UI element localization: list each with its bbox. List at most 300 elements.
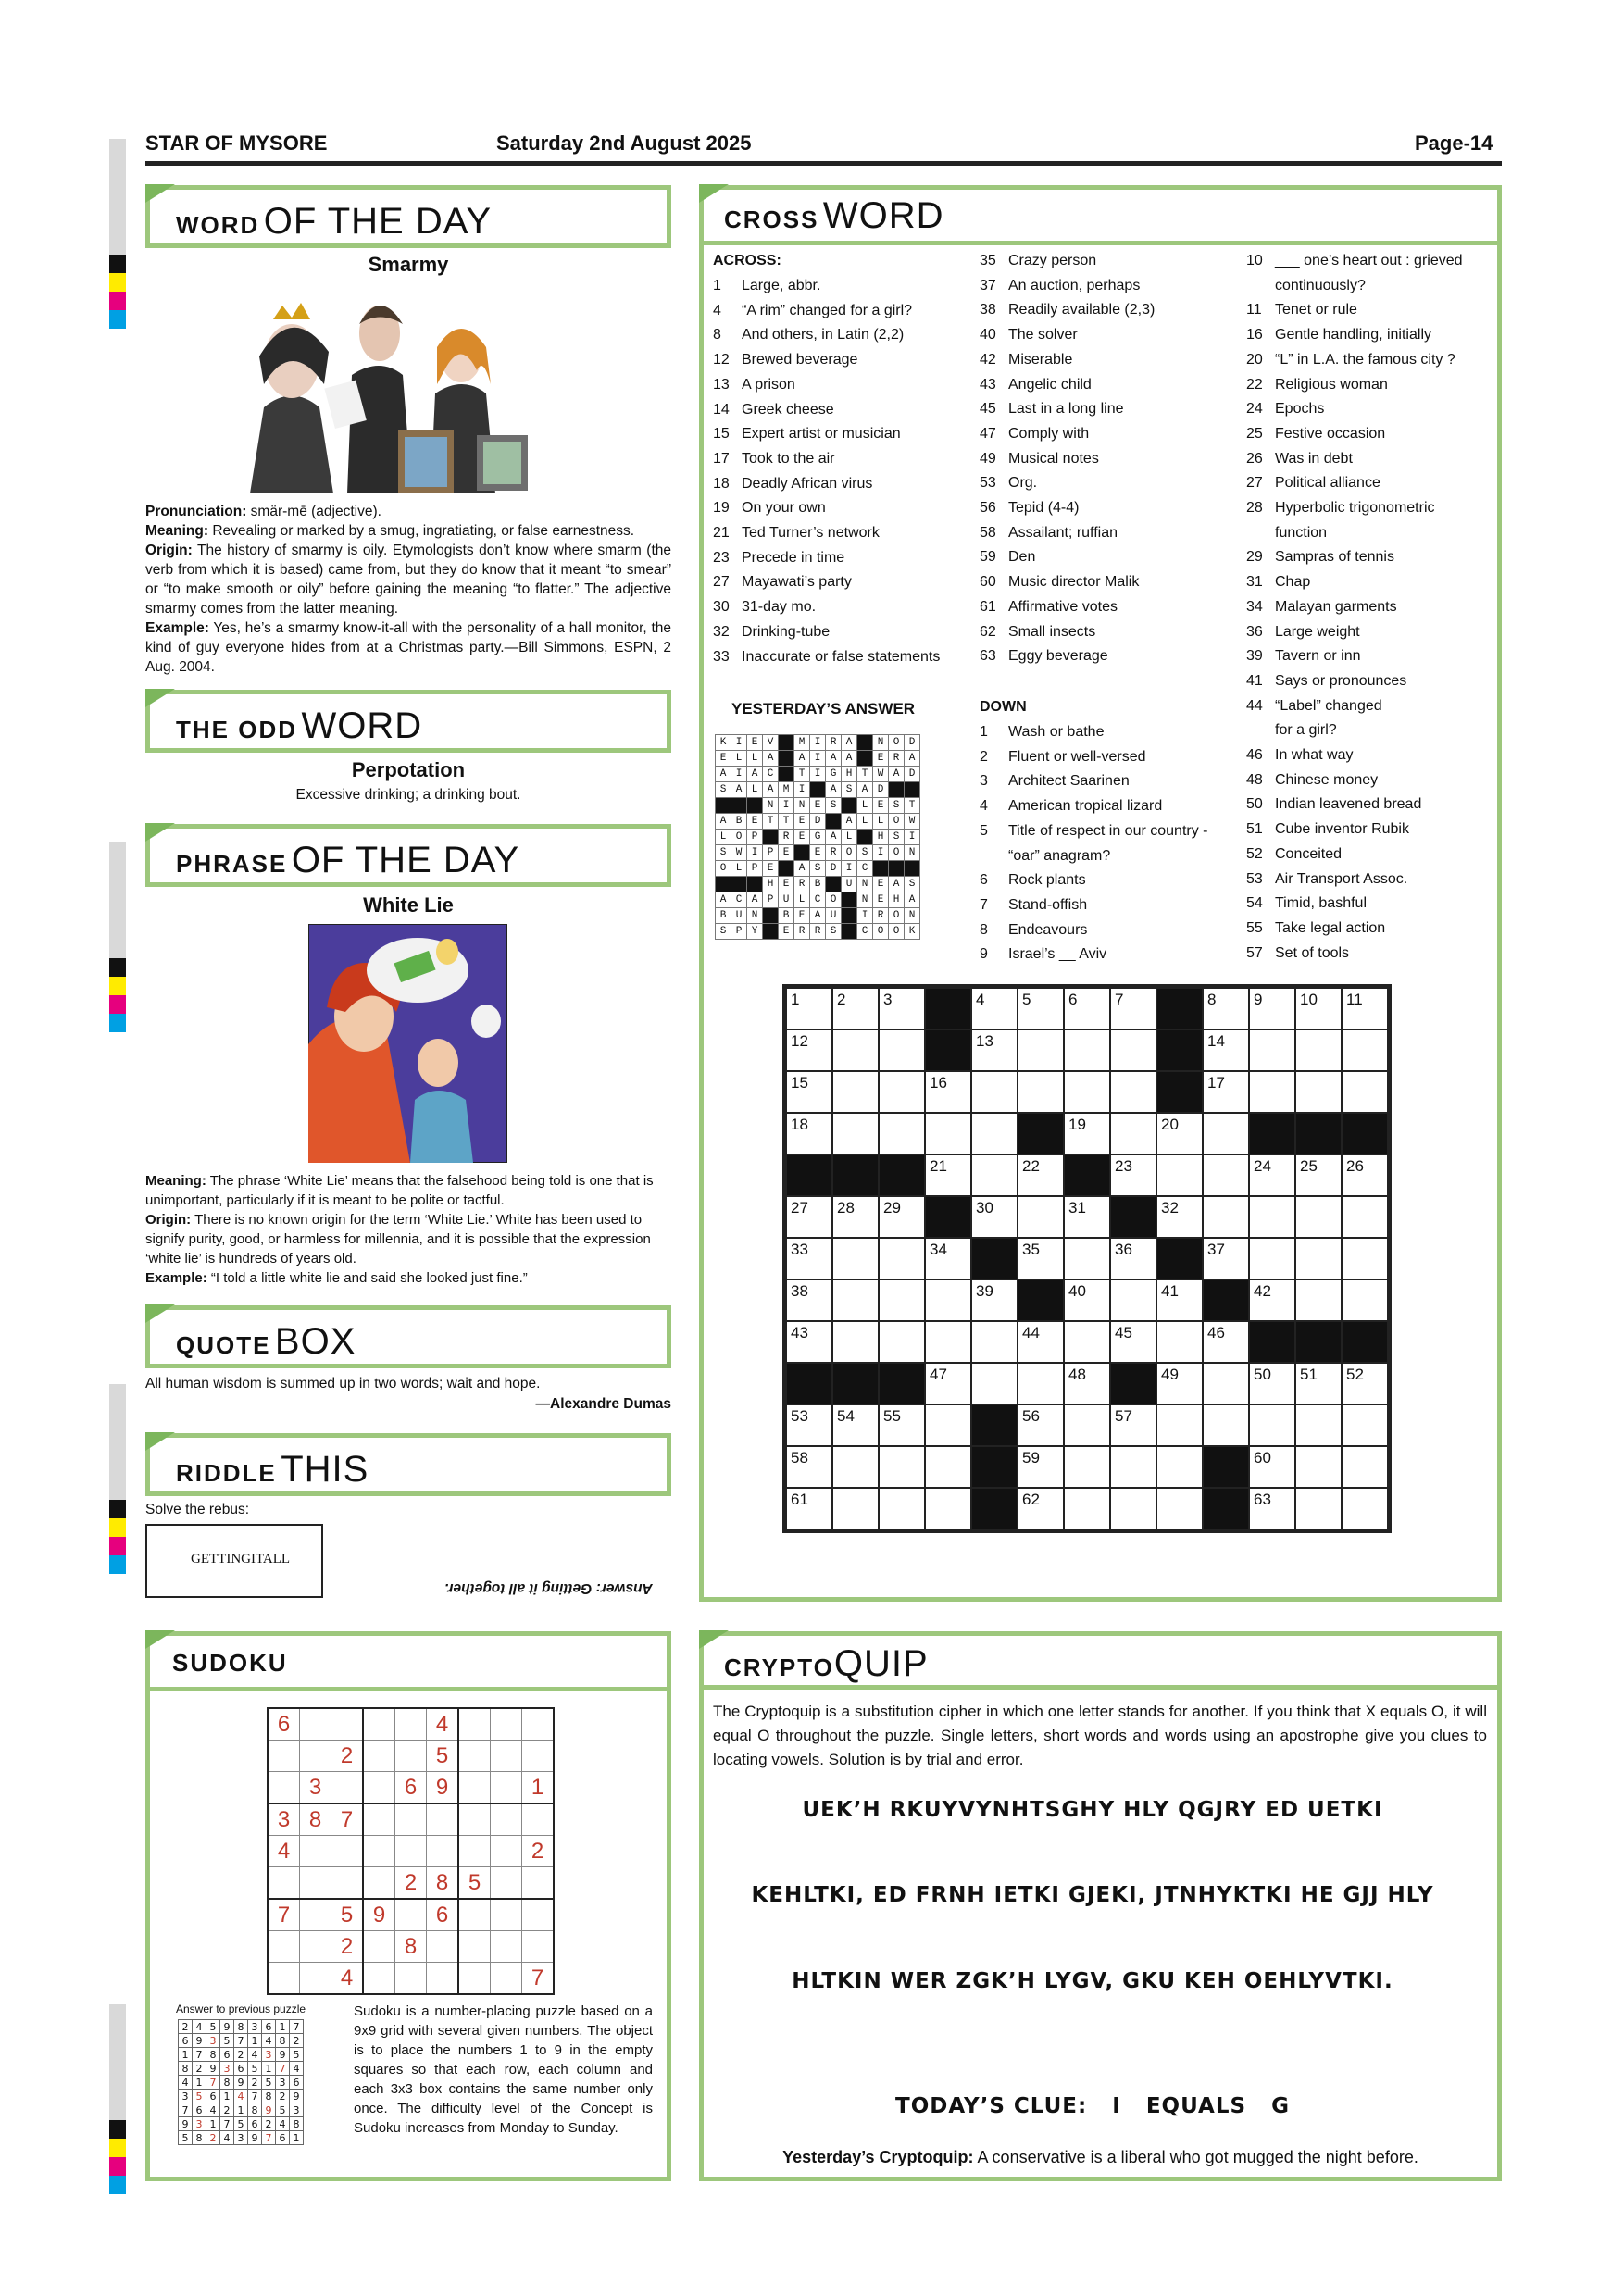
sudoku-cell[interactable]	[458, 1899, 491, 1931]
crossword-cell[interactable]: 41	[1156, 1279, 1203, 1321]
letter-cell: U	[779, 892, 794, 908]
answer-cell: 5	[234, 2117, 248, 2131]
answer-cell: 8	[248, 2103, 262, 2117]
crossword-cell[interactable]: 32	[1156, 1196, 1203, 1238]
sudoku-cell[interactable]	[522, 1803, 555, 1836]
crossword-cell[interactable]	[1342, 1279, 1388, 1321]
clue-text: Tenet or rule	[1275, 302, 1357, 318]
crossword-cell[interactable]	[1295, 1404, 1342, 1446]
black-cell	[747, 877, 763, 892]
clue-number: 4	[713, 302, 721, 318]
sudoku-cell[interactable]	[395, 1899, 427, 1931]
crossword-cell[interactable]: 55	[879, 1404, 925, 1446]
sudoku-cell[interactable]	[458, 1772, 491, 1804]
crossword-cell[interactable]	[832, 1071, 879, 1113]
crossword-cell[interactable]	[832, 1488, 879, 1529]
registration-gray-bar	[109, 139, 126, 255]
sudoku-cell[interactable]	[331, 1708, 364, 1741]
crossword-cell[interactable]	[1156, 1446, 1203, 1488]
letter-cell: S	[826, 924, 842, 940]
answer-cell: 1	[262, 2062, 276, 2076]
crossword-cell[interactable]	[832, 1113, 879, 1154]
crossword-cell[interactable]: 21	[925, 1154, 971, 1196]
crossword-cell[interactable]	[1064, 1488, 1110, 1529]
crossword-cell[interactable]: 19	[1064, 1113, 1110, 1154]
clue-number: 20	[1246, 351, 1263, 368]
label: Example:	[145, 620, 209, 636]
sudoku-cell[interactable]	[458, 1836, 491, 1867]
crossword-cell[interactable]: 6	[1064, 988, 1110, 1029]
answer-cell: 2	[206, 2131, 220, 2145]
sudoku-cell[interactable]	[268, 1867, 300, 1900]
black-cell	[1203, 1446, 1249, 1488]
crossword-cell[interactable]: 20	[1156, 1113, 1203, 1154]
crossword-cell[interactable]	[879, 1446, 925, 1488]
origin: There is no known origin for the term ‘White Lie.’ White has been used to signify purity, good, or harmless for millennia, and it is possible that the expression ‘white lie’ is hundreds of years old.	[145, 1212, 651, 1267]
sudoku-cell[interactable]	[268, 1741, 300, 1772]
black-cell	[889, 782, 905, 798]
sudoku-cell[interactable]	[491, 1741, 522, 1772]
sudoku-cell[interactable]	[395, 1963, 427, 1995]
clue-number: 21	[713, 525, 730, 541]
crossword-cell[interactable]	[1295, 1446, 1342, 1488]
crossword-cell[interactable]	[1295, 1238, 1342, 1279]
clue	[713, 525, 880, 542]
page-number: Page-14	[1415, 131, 1493, 155]
sudoku-cell: 6	[268, 1708, 300, 1741]
sudoku-cell[interactable]	[427, 1803, 459, 1836]
crossword-cell[interactable]: 34	[925, 1238, 971, 1279]
sudoku-cell[interactable]	[427, 1931, 459, 1963]
crossword-cell[interactable]: 28	[832, 1196, 879, 1238]
crossword-cell[interactable]	[1295, 1071, 1342, 1113]
crossword-cell[interactable]	[1342, 1446, 1388, 1488]
crossword-cell[interactable]	[832, 1238, 879, 1279]
crossword-cell[interactable]: 29	[879, 1196, 925, 1238]
crossword-cell[interactable]	[879, 1321, 925, 1363]
answer-cell: 2	[290, 2034, 304, 2048]
clue-text: continuously?	[1275, 277, 1366, 293]
black-cell	[826, 814, 842, 830]
clue-text: Set of tools	[1275, 944, 1350, 961]
crossword-cell[interactable]	[1249, 1196, 1295, 1238]
crossword-cell[interactable]: 31	[1064, 1196, 1110, 1238]
crossword-cell[interactable]: 40	[1064, 1279, 1110, 1321]
crossword-cell[interactable]	[1110, 1113, 1156, 1154]
crossword-cell[interactable]	[1018, 1029, 1064, 1071]
cryptoquip-line-1: UEK’H RKUYVYNHTSGHY HLY QGJRY ED UETKI	[802, 1798, 1383, 1822]
sudoku-cell[interactable]	[458, 1741, 491, 1772]
crossword-cell[interactable]: 35	[1018, 1238, 1064, 1279]
clue-text: 31-day mo.	[742, 599, 817, 616]
clue-text: Chap	[1275, 574, 1311, 591]
corner-flag	[145, 689, 175, 707]
clue	[980, 278, 1140, 294]
corner-flag	[145, 823, 175, 842]
black-cell	[842, 924, 857, 940]
crossword-cell[interactable]: 16	[925, 1071, 971, 1113]
clue-text: Eggy beverage	[1008, 648, 1108, 665]
sudoku-cell[interactable]	[491, 1772, 522, 1804]
crossword-cell[interactable]	[879, 1279, 925, 1321]
crossword-cell[interactable]: 45	[1110, 1321, 1156, 1363]
odd-word: Perpotation	[351, 758, 466, 781]
crossword-cell[interactable]: 39	[971, 1279, 1018, 1321]
crossword-cell[interactable]: 47	[925, 1363, 971, 1404]
crossword-cell[interactable]	[1110, 1071, 1156, 1113]
crossword-cell[interactable]	[1295, 1488, 1342, 1529]
crossword-cell[interactable]: 7	[1110, 988, 1156, 1029]
crossword-cell[interactable]: 46	[1203, 1321, 1249, 1363]
crossword-cell[interactable]: 43	[786, 1321, 832, 1363]
answer-cell: 9	[276, 2048, 290, 2062]
crossword-cell[interactable]	[1203, 1154, 1249, 1196]
sudoku-cell: 6	[427, 1899, 459, 1931]
letter-cell: U	[826, 908, 842, 924]
crossword-cell[interactable]	[1342, 1404, 1388, 1446]
sudoku-cell[interactable]	[395, 1741, 427, 1772]
letter-cell: R	[889, 751, 905, 767]
crossword-cell[interactable]	[832, 1321, 879, 1363]
crossword-cell[interactable]: 54	[832, 1404, 879, 1446]
crossword-cell[interactable]	[1018, 1071, 1064, 1113]
black-cell	[1156, 1238, 1203, 1279]
cryptoquip-intro: The Cryptoquip is a substitution cipher in which one letter stands for another. If you think that X equals O, it will equal O throughout the puzzle. Single letters, short words and words using an apostrophe give you clues to locating vowels. Solution is by trial and error.	[713, 1703, 1487, 1768]
letter-cell: H	[873, 830, 889, 845]
crossword-cell[interactable]: 51	[1295, 1363, 1342, 1404]
letter-cell: A	[763, 782, 779, 798]
crossword-cell[interactable]: 60	[1249, 1446, 1295, 1488]
crossword-cell[interactable]: 27	[786, 1196, 832, 1238]
clue-text: In what way	[1275, 747, 1354, 763]
sudoku-cell[interactable]	[363, 1963, 395, 1995]
clue-number: 55	[1246, 919, 1263, 936]
crossword-cell[interactable]	[1064, 1238, 1110, 1279]
crossword-cell[interactable]	[1342, 1029, 1388, 1071]
clue-number: 57	[1246, 944, 1263, 961]
sudoku-cell[interactable]	[522, 1741, 555, 1772]
sudoku-cell[interactable]	[491, 1803, 522, 1836]
clue-text: Title of respect in our country -	[1008, 822, 1208, 839]
crossword-cell[interactable]: 14	[1203, 1029, 1249, 1071]
section-title-small: RIDDLE	[176, 1459, 277, 1487]
crossword-cell[interactable]: 23	[1110, 1154, 1156, 1196]
letter-cell: P	[731, 924, 747, 940]
crossword-cell[interactable]	[971, 1113, 1018, 1154]
sudoku-cell[interactable]	[427, 1836, 459, 1867]
answer-cell: 4	[179, 2076, 193, 2090]
crossword-cell[interactable]: 48	[1064, 1363, 1110, 1404]
answer-cell: 3	[262, 2048, 276, 2062]
black-cell	[1203, 1488, 1249, 1529]
crossword-cell[interactable]: 59	[1018, 1446, 1064, 1488]
answer-cell: 9	[206, 2062, 220, 2076]
sudoku-cell[interactable]	[300, 1963, 331, 1995]
clue-number: 63	[980, 648, 996, 665]
sudoku-cell[interactable]	[427, 1963, 459, 1995]
crossword-cell[interactable]	[879, 1029, 925, 1071]
label: Meaning:	[145, 523, 209, 539]
sudoku-cell[interactable]	[522, 1899, 555, 1931]
clue-text: Conceited	[1275, 845, 1343, 862]
sudoku-cell[interactable]	[491, 1899, 522, 1931]
clue-number: 41	[1246, 672, 1263, 689]
crossword-cell[interactable]: 25	[1295, 1154, 1342, 1196]
crossword-cell[interactable]: 5	[1018, 988, 1064, 1029]
sudoku-cell[interactable]	[522, 1708, 555, 1741]
answer-cell: 3	[193, 2117, 206, 2131]
clue-text: Precede in time	[742, 549, 845, 566]
clue	[980, 401, 1124, 418]
sudoku-cell[interactable]	[363, 1836, 395, 1867]
crossword-cell[interactable]	[925, 1446, 971, 1488]
black-cell	[1295, 1321, 1342, 1363]
clue	[980, 848, 1110, 865]
clue	[980, 549, 1035, 566]
sudoku-cell[interactable]	[395, 1803, 427, 1836]
crossword-cell[interactable]	[1156, 1154, 1203, 1196]
sudoku-cell: 5	[458, 1867, 491, 1900]
sudoku-cell[interactable]	[300, 1708, 331, 1741]
sudoku-cell[interactable]	[300, 1931, 331, 1963]
crossword-cell[interactable]: 13	[971, 1029, 1018, 1071]
sudoku-cell[interactable]	[268, 1963, 300, 1995]
crossword-cell[interactable]: 8	[1203, 988, 1249, 1029]
crossword-cell[interactable]	[832, 1446, 879, 1488]
clue-number: 58	[980, 524, 996, 541]
crossword-cell[interactable]	[971, 1321, 1018, 1363]
crossword-cell[interactable]: 22	[1018, 1154, 1064, 1196]
crossword-cell[interactable]	[971, 1154, 1018, 1196]
crossword-cell[interactable]: 24	[1249, 1154, 1295, 1196]
crossword-cell[interactable]	[1342, 1488, 1388, 1529]
crossword-cell[interactable]: 36	[1110, 1238, 1156, 1279]
crossword-cell[interactable]: 42	[1249, 1279, 1295, 1321]
crossword-cell[interactable]	[832, 1279, 879, 1321]
crossword-cell[interactable]: 63	[1249, 1488, 1295, 1529]
sudoku-cell[interactable]	[363, 1708, 395, 1741]
crossword-cell[interactable]	[1018, 1363, 1064, 1404]
letter-cell: S	[826, 798, 842, 814]
sudoku-cell: 4	[268, 1836, 300, 1867]
crossword-cell[interactable]	[925, 1113, 971, 1154]
sudoku-cell[interactable]	[491, 1708, 522, 1741]
crossword-cell[interactable]	[1342, 1238, 1388, 1279]
sudoku-cell[interactable]	[268, 1772, 300, 1804]
crossword-cell[interactable]: 10	[1295, 988, 1342, 1029]
sudoku-cell[interactable]	[491, 1836, 522, 1867]
crossword-cell[interactable]	[925, 1404, 971, 1446]
sudoku-instructions: Sudoku is a number-placing puzzle based on a 9x9 grid with several given numbers. The object is to place the numbers 1 to 9 in the empty squares so that each row, each column and each 3x3 box contains the same number only once. The difficulty level of the Concept is Sudoku increases from Monday to Sunday.	[354, 2003, 653, 2136]
crossword-cell[interactable]	[1064, 1404, 1110, 1446]
sudoku-cell[interactable]	[458, 1803, 491, 1836]
crossword-cell[interactable]: 9	[1249, 988, 1295, 1029]
crossword-cell[interactable]: 38	[786, 1279, 832, 1321]
crossword-cell[interactable]	[1203, 1363, 1249, 1404]
crossword-cell[interactable]	[1249, 1404, 1295, 1446]
crossword-cell[interactable]	[1249, 1029, 1295, 1071]
sudoku-cell[interactable]	[458, 1931, 491, 1963]
answer-cell: 6	[248, 2117, 262, 2131]
letter-cell: N	[763, 798, 779, 814]
sudoku-cell[interactable]	[522, 1931, 555, 1963]
crossword-cell[interactable]: 62	[1018, 1488, 1064, 1529]
black-cell	[832, 1363, 879, 1404]
crossword-cell[interactable]: 26	[1342, 1154, 1388, 1196]
crossword-cell[interactable]: 33	[786, 1238, 832, 1279]
crossword-cell[interactable]: 1	[786, 988, 832, 1029]
crossword-cell[interactable]: 12	[786, 1029, 832, 1071]
clue	[980, 426, 1089, 443]
crossword-cell[interactable]	[1295, 1029, 1342, 1071]
letter-cell: K	[716, 735, 731, 751]
crossword-cell[interactable]	[879, 1238, 925, 1279]
clue-number: 7	[980, 896, 988, 913]
crossword-cell[interactable]: 15	[786, 1071, 832, 1113]
crossword-cell[interactable]: 17	[1203, 1071, 1249, 1113]
crossword-cell[interactable]: 50	[1249, 1363, 1295, 1404]
letter-cell: S	[857, 845, 873, 861]
crossword-cell[interactable]	[1249, 1071, 1295, 1113]
crossword-cell[interactable]: 3	[879, 988, 925, 1029]
smarmy-illustration	[241, 282, 569, 493]
crossword-cell[interactable]	[1064, 1071, 1110, 1113]
crossword-cell[interactable]	[1156, 1404, 1203, 1446]
crossword-cell[interactable]	[925, 1488, 971, 1529]
sudoku-cell[interactable]	[458, 1708, 491, 1741]
crossword-cell[interactable]	[1110, 1488, 1156, 1529]
sudoku-cell[interactable]	[331, 1772, 364, 1804]
crossword-cell[interactable]: 11	[1342, 988, 1388, 1029]
crossword-cell[interactable]	[971, 1363, 1018, 1404]
crossword-cell[interactable]	[832, 1029, 879, 1071]
sudoku-cell[interactable]	[491, 1867, 522, 1900]
letter-cell: D	[826, 861, 842, 877]
crossword-cell[interactable]	[1018, 1196, 1064, 1238]
crossword-cell[interactable]: 44	[1018, 1321, 1064, 1363]
crossword-cell[interactable]	[1295, 1279, 1342, 1321]
crossword-cell[interactable]	[1110, 1029, 1156, 1071]
crossword-cell[interactable]: 37	[1203, 1238, 1249, 1279]
clue-number: 34	[1246, 598, 1263, 615]
crossword-cell[interactable]: 18	[786, 1113, 832, 1154]
crossword-cell[interactable]	[925, 1279, 971, 1321]
crossword-cell[interactable]	[971, 1071, 1018, 1113]
clue	[980, 823, 1208, 840]
crossword-cell[interactable]: 4	[971, 988, 1018, 1029]
label: Example:	[145, 1270, 207, 1286]
letter-cell: W	[905, 814, 920, 830]
black-cell	[786, 1363, 832, 1404]
crossword-cell[interactable]	[879, 1488, 925, 1529]
answer-cell: 4	[290, 2062, 304, 2076]
sudoku-cell[interactable]	[268, 1931, 300, 1963]
sudoku-cell[interactable]	[491, 1963, 522, 1995]
crossword-cell[interactable]	[1342, 1071, 1388, 1113]
black-cell	[905, 861, 920, 877]
answer-cell: 1	[234, 2103, 248, 2117]
sudoku-cell[interactable]	[363, 1931, 395, 1963]
sudoku-cell[interactable]	[331, 1867, 364, 1900]
crossword-cell[interactable]: 58	[786, 1446, 832, 1488]
sudoku-cell[interactable]	[363, 1803, 395, 1836]
crossword-cell[interactable]	[1110, 1279, 1156, 1321]
sudoku-cell[interactable]	[300, 1867, 331, 1900]
sudoku-cell[interactable]	[300, 1899, 331, 1931]
clue-number: 14	[713, 401, 730, 418]
black-cell	[842, 798, 857, 814]
sudoku-cell[interactable]	[522, 1867, 555, 1900]
clue	[980, 500, 1079, 517]
crossword-cell[interactable]	[1064, 1029, 1110, 1071]
crossword-cell[interactable]	[1203, 1404, 1249, 1446]
crossword-cell[interactable]	[1064, 1446, 1110, 1488]
crossword-cell[interactable]	[1295, 1196, 1342, 1238]
clue-text: “Label” changed	[1275, 697, 1382, 714]
sudoku-cell[interactable]	[363, 1867, 395, 1900]
sudoku-cell[interactable]	[458, 1963, 491, 1995]
clue	[1246, 327, 1431, 343]
sudoku-cell[interactable]	[300, 1741, 331, 1772]
crossword-cell[interactable]	[1203, 1196, 1249, 1238]
crossword-cell[interactable]	[1064, 1321, 1110, 1363]
clue-number: 18	[713, 475, 730, 492]
letter-cell: H	[763, 877, 779, 892]
clue	[1246, 451, 1353, 468]
crossword-cell[interactable]	[925, 1321, 971, 1363]
clue-number: 17	[713, 450, 730, 467]
crossword-cell[interactable]: 2	[832, 988, 879, 1029]
crossword-cell[interactable]	[1156, 1321, 1203, 1363]
crossword-cell[interactable]	[1249, 1238, 1295, 1279]
crossword-cell[interactable]	[879, 1071, 925, 1113]
letter-cell: N	[873, 735, 889, 751]
sudoku-cell[interactable]	[491, 1931, 522, 1963]
crossword-cell[interactable]	[1156, 1488, 1203, 1529]
black-cell	[879, 1363, 925, 1404]
crossword-cell[interactable]: 56	[1018, 1404, 1064, 1446]
clue-number: 50	[1246, 796, 1263, 813]
clue	[1246, 377, 1388, 393]
crossword-cell[interactable]	[1203, 1113, 1249, 1154]
sudoku-cell[interactable]	[395, 1836, 427, 1867]
answer-cell: 5	[290, 2048, 304, 2062]
crossword-cell[interactable]	[1342, 1196, 1388, 1238]
clue-text: Tepid (4-4)	[1008, 500, 1080, 516]
sudoku-cell[interactable]	[300, 1836, 331, 1867]
letter-cell: I	[857, 908, 873, 924]
crossword-cell[interactable]: 57	[1110, 1404, 1156, 1446]
crossword-cell[interactable]: 49	[1156, 1363, 1203, 1404]
crossword-cell[interactable]: 30	[971, 1196, 1018, 1238]
clue-text: Drinking-tube	[742, 623, 831, 640]
clue-text: And others, in Latin (2,2)	[742, 327, 905, 343]
crossword-cell[interactable]: 61	[786, 1488, 832, 1529]
crossword-cell[interactable]	[879, 1113, 925, 1154]
sudoku-cell[interactable]	[331, 1836, 364, 1867]
sudoku-cell[interactable]	[395, 1708, 427, 1741]
answer-cell: 2	[262, 2117, 276, 2131]
crossword-cell[interactable]	[1110, 1446, 1156, 1488]
letter-cell: A	[763, 751, 779, 767]
clue	[980, 749, 1146, 766]
crossword-cell[interactable]: 53	[786, 1404, 832, 1446]
answer-cell: 8	[262, 2090, 276, 2103]
sudoku-cell[interactable]	[363, 1741, 395, 1772]
crossword-cell[interactable]: 52	[1342, 1363, 1388, 1404]
clue-text: Fluent or well-versed	[1008, 748, 1146, 765]
sudoku-cell[interactable]	[363, 1772, 395, 1804]
